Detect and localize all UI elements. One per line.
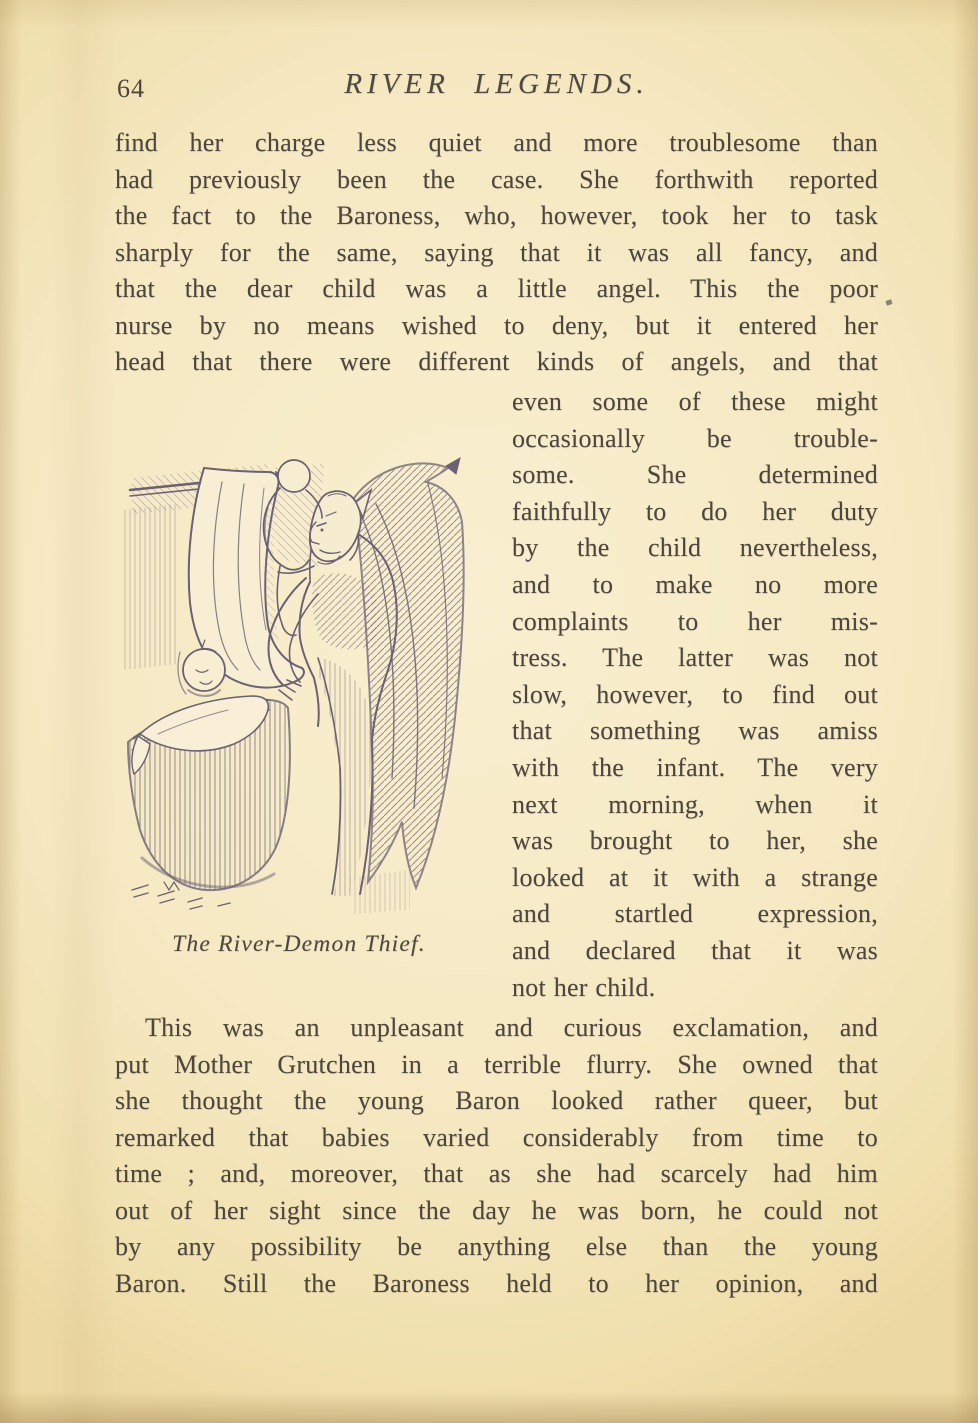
figure-caption: The River-Demon Thief. (172, 931, 426, 957)
text-line: had previously been the case. She forthwith reported (115, 164, 878, 194)
text-line: the fact to the Baroness, who, however, took her to task (115, 201, 878, 230)
text-line: time ; and, moreover, that as she had scarcely had him (115, 1159, 878, 1188)
text-line: by any possibility be anything else than the young (115, 1232, 878, 1261)
text-line: looked at it with a strange (512, 862, 878, 892)
paragraph-bottom (115, 1010, 878, 1302)
text-line: that the dear child was a little angel. This the poor (115, 274, 878, 303)
text-line: by the child nevertheless, (512, 533, 878, 563)
text-line: head that there were different kinds of angels, and that (115, 347, 878, 376)
text-line: faithfully to do her duty (512, 496, 878, 526)
ink-speck (885, 299, 892, 306)
text-line: Baron. Still the Baroness held to her opinion, and (115, 1268, 878, 1298)
text-line: and declared that it was (512, 935, 878, 965)
text-line: that something was amiss (512, 716, 878, 746)
text-line: with the infant. The very (512, 752, 878, 782)
running-title: RIVER LEGENDS. (344, 68, 649, 100)
text-line: occasionally be trouble- (512, 423, 878, 453)
text-line: next morning, when it (512, 789, 878, 819)
text-line: This was an unpleasant and curious exclamation, and (145, 1013, 878, 1042)
text-line: sharply for the same, saying that it was all fancy, and (115, 237, 878, 267)
paragraph-wrap-column (512, 384, 878, 1006)
text-line: find her charge less quiet and more troublesome than (115, 128, 878, 157)
text-line: slow, however, to find out (512, 679, 878, 709)
paragraph-top (115, 125, 878, 381)
page-header (115, 66, 878, 106)
text-line: complaints to her mis- (512, 606, 878, 636)
river-demon-illustration (118, 438, 480, 916)
text-line: nurse by no means wished to deny, but it entered her (115, 310, 878, 340)
text-line: even some of these might (512, 387, 878, 416)
text-line: remarked that babies varied considerably from time to (115, 1122, 878, 1152)
text-line: and startled expression, (512, 899, 878, 929)
text-line: some. She determined (512, 460, 878, 490)
text-line: and to make no more (512, 569, 878, 599)
text-line: tress. The latter was not (512, 643, 878, 673)
text-line: she thought the young Baron looked rather queer, but (115, 1086, 878, 1115)
text-line: out of her sight since the day he was born, he could not (115, 1195, 878, 1225)
text-line: put Mother Grutchen in a terrible flurry. She owned that (115, 1049, 878, 1079)
text-line: was brought to her, she (512, 826, 878, 856)
text-line: not her child. (512, 972, 656, 1002)
page-number: 64 (117, 74, 145, 103)
